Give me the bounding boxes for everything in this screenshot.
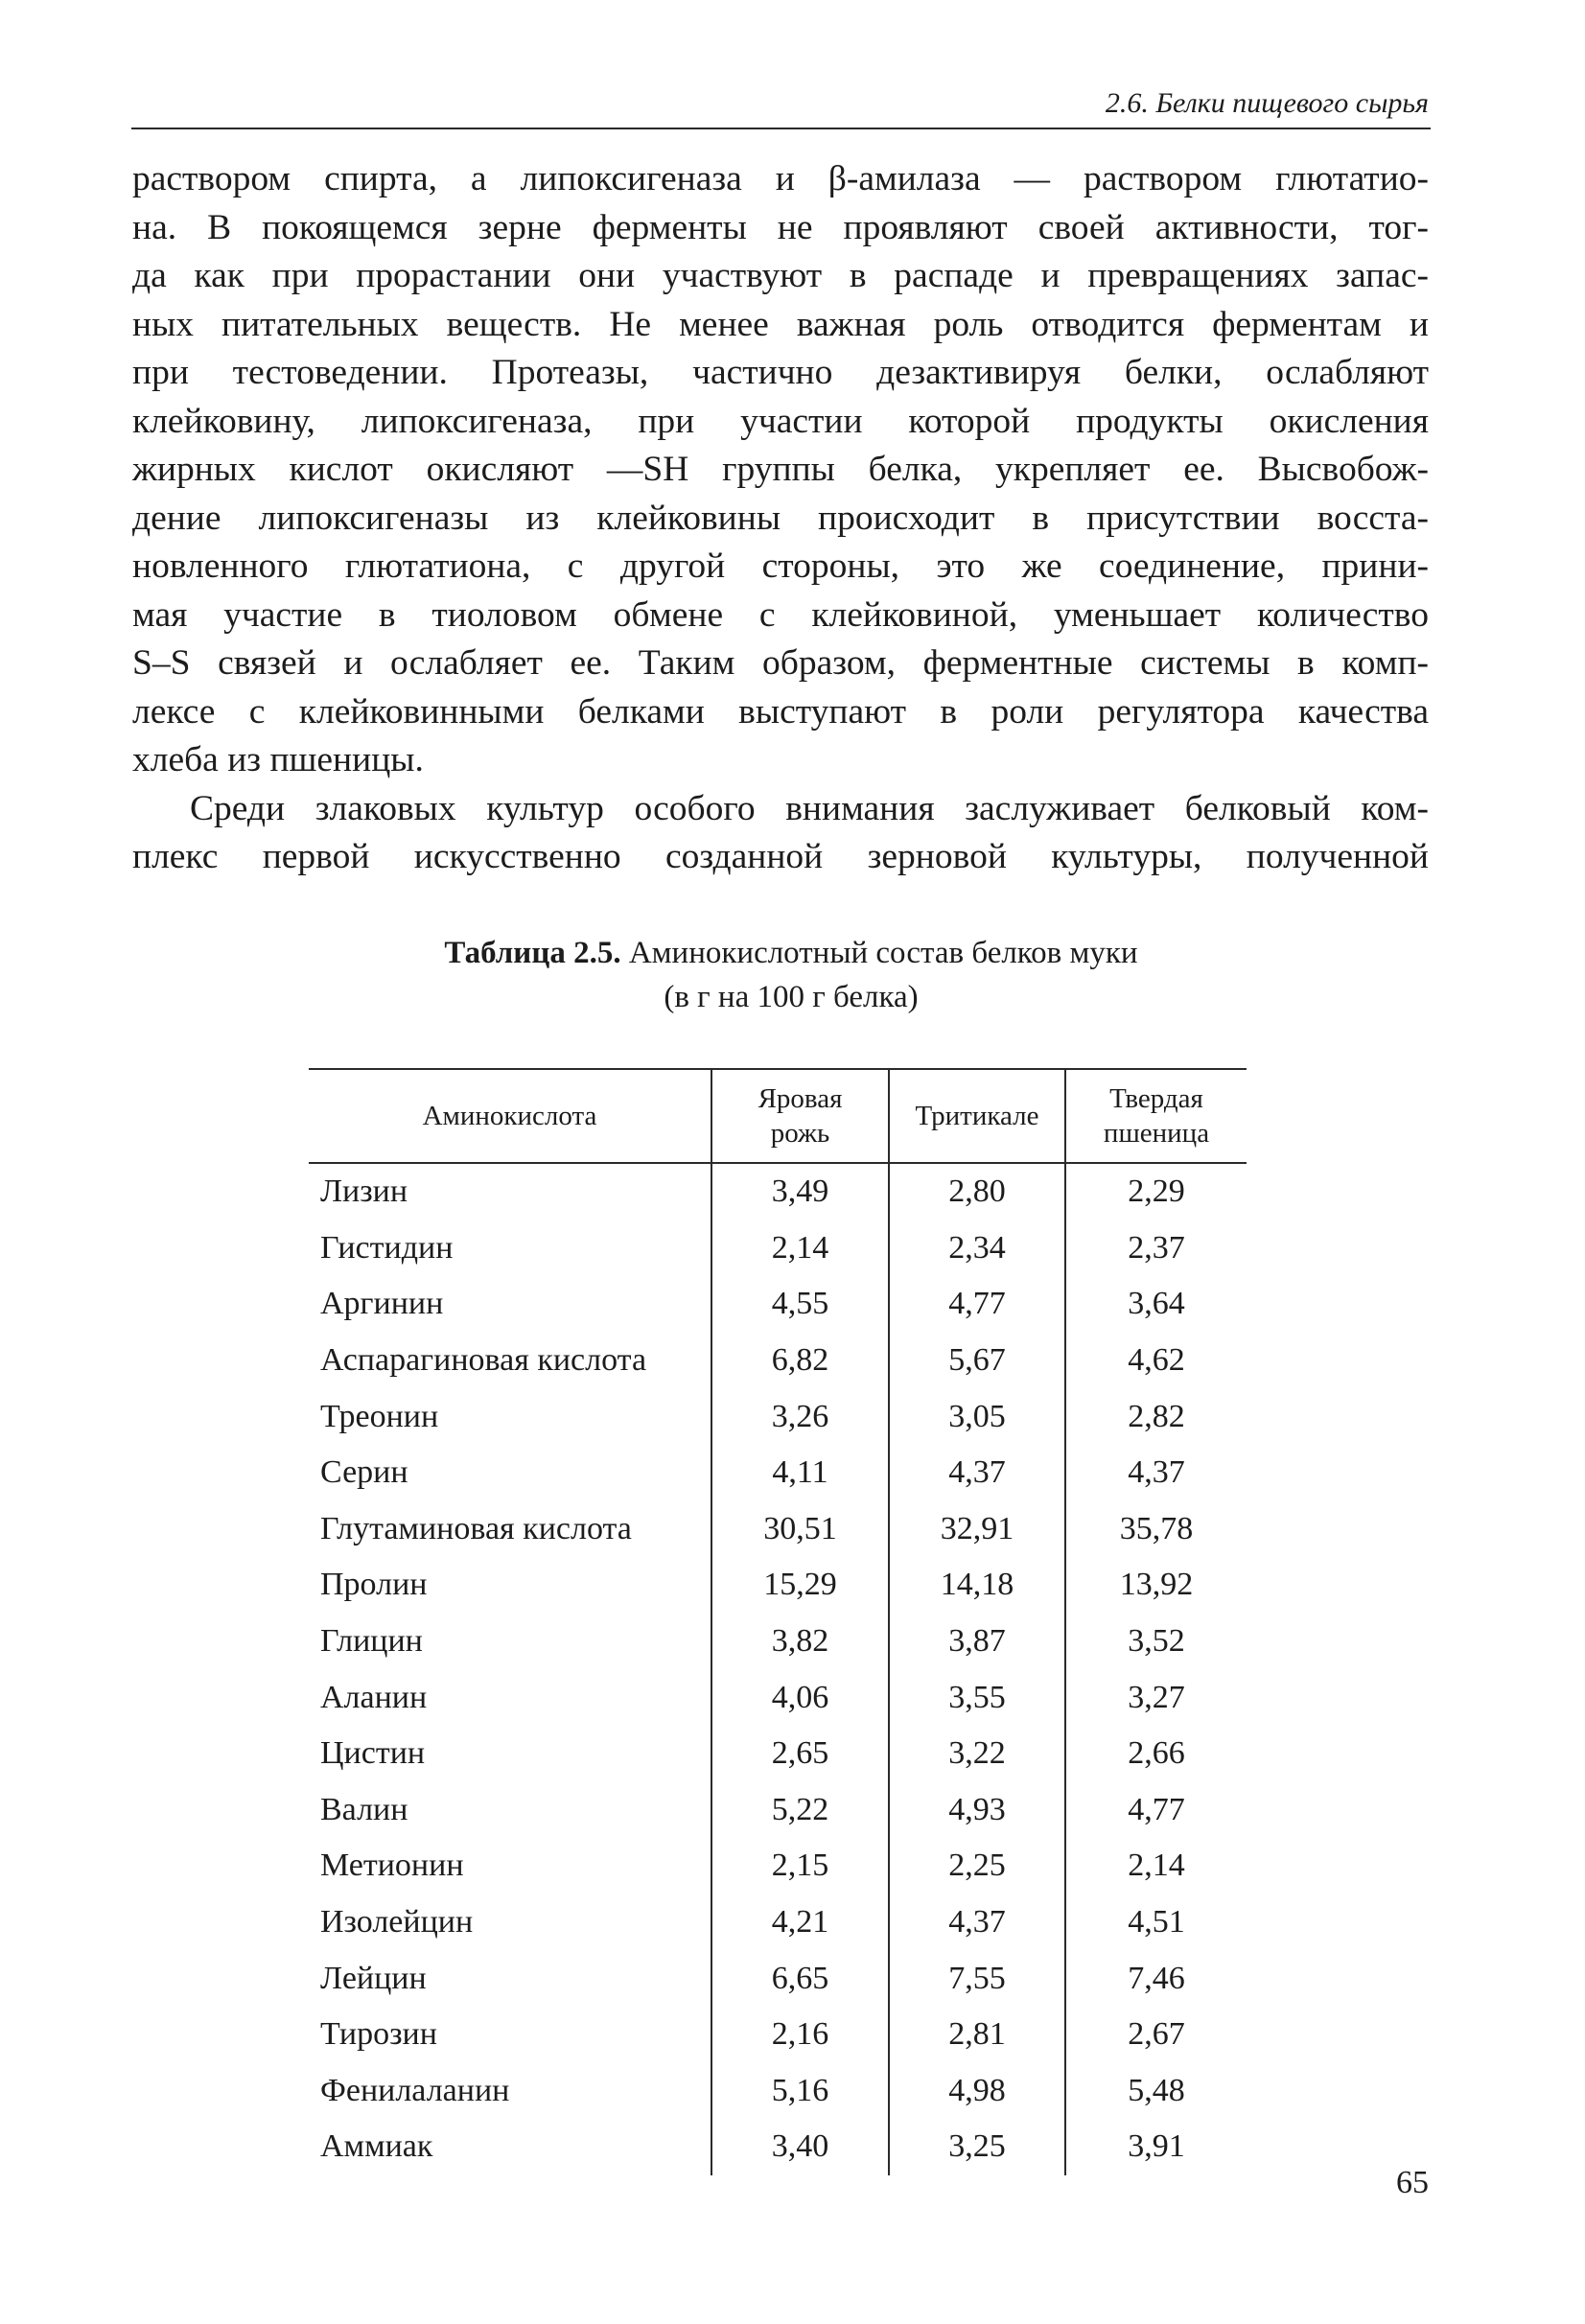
table-row — [309, 1220, 1247, 1277]
table-row — [309, 1669, 1247, 1726]
rye-value: 2,16 — [711, 2007, 889, 2063]
header-text: рожь — [770, 1118, 830, 1149]
durum-value: 35,78 — [1065, 1501, 1247, 1558]
running-head: 2.6. Белки пищевого сырья — [1105, 87, 1429, 119]
durum-value: 7,46 — [1065, 1950, 1247, 2007]
rye-value: 3,26 — [711, 1388, 889, 1445]
amino-acid-name: Изолейцин — [320, 1904, 474, 1941]
body-line: да как при прорастании они участвуют в распаде и превращениях запас- — [132, 256, 1429, 295]
rye-value: 6,65 — [711, 1950, 889, 2007]
durum-value: 2,14 — [1065, 1838, 1247, 1894]
amino-acid-name: Глутаминовая кислота — [320, 1510, 632, 1546]
table-row — [309, 1726, 1247, 1782]
page-number: 65 — [1396, 2165, 1429, 2200]
amino-acid-name: Пролин — [320, 1567, 428, 1603]
table-caption — [288, 931, 1294, 1019]
triticale-value: 32,91 — [889, 1501, 1065, 1558]
triticale-value: 2,34 — [889, 1220, 1065, 1277]
header-text: Твердая — [1109, 1083, 1203, 1114]
amino-acid-name: Треонин — [320, 1398, 439, 1434]
durum-value: 4,77 — [1065, 1782, 1247, 1839]
rye-value: 30,51 — [711, 1501, 889, 1558]
amino-acid-name: Аспарагиновая кислота — [320, 1342, 647, 1379]
body-line: лексе с клейковинными белками выступают в роли регулятора качества — [132, 691, 1429, 732]
body-line: плекс первой искусственно созданной зерновой культуры, полученной — [132, 837, 1429, 876]
header-spring-rye — [711, 1069, 889, 1163]
header-text: пшеница — [1103, 1118, 1210, 1149]
triticale-value: 4,93 — [889, 1782, 1065, 1839]
triticale-value: 3,22 — [889, 1726, 1065, 1782]
durum-value: 2,82 — [1065, 1388, 1247, 1445]
body-line: клейковину, липоксигеназа, при участии которой продукты окисления — [132, 401, 1429, 441]
amino-acid-name: Метионин — [320, 1848, 464, 1884]
rye-value: 5,22 — [711, 1782, 889, 1839]
header-triticale: Тритикале — [889, 1069, 1065, 1163]
table-row — [309, 1276, 1247, 1333]
triticale-value: 2,80 — [889, 1163, 1065, 1220]
table-row — [309, 1388, 1247, 1445]
body-line: новленного глютатиона, с другой стороны, это же соединение, прини- — [132, 546, 1429, 586]
rye-value: 2,14 — [711, 1220, 889, 1277]
table-row — [309, 1333, 1247, 1389]
rye-value: 5,16 — [711, 2063, 889, 2120]
table-row — [309, 1614, 1247, 1670]
body-line: ных питательных веществ. Не менее важная роль отводится ферментам и — [132, 304, 1429, 344]
table-row — [309, 1163, 1247, 1220]
table-row — [309, 1950, 1247, 2007]
table-row — [309, 1782, 1247, 1839]
rye-value: 4,06 — [711, 1669, 889, 1726]
table-header-row — [309, 1069, 1247, 1163]
triticale-value: 3,25 — [889, 2119, 1065, 2175]
triticale-value: 3,55 — [889, 1669, 1065, 1726]
amino-acid-name: Аммиак — [320, 2128, 433, 2165]
rye-value: 2,15 — [711, 1838, 889, 1894]
body-line: раствором спирта, а липоксигеназа и β-амилаза — раствором глютатио- — [132, 159, 1429, 198]
durum-value: 3,91 — [1065, 2119, 1247, 2175]
amino-acid-name: Аланин — [320, 1679, 428, 1715]
durum-value: 4,51 — [1065, 1894, 1247, 1951]
triticale-value: 3,87 — [889, 1614, 1065, 1670]
caption-units: (в г на 100 г белка) — [664, 980, 919, 1014]
caption-title-line — [288, 931, 1294, 975]
rye-value: 2,65 — [711, 1726, 889, 1782]
durum-value: 13,92 — [1065, 1557, 1247, 1614]
triticale-value: 4,37 — [889, 1894, 1065, 1951]
body-line: при тестоведении. Протеазы, частично дезактивируя белки, ослабляют — [132, 353, 1429, 392]
amino-acid-name: Цистин — [320, 1735, 426, 1772]
body-text — [132, 155, 1429, 882]
amino-acid-name: Тирозин — [320, 2016, 437, 2053]
amino-acid-name: Лейцин — [320, 1960, 427, 1996]
amino-acid-name: Валин — [320, 1791, 408, 1827]
table-row — [309, 1557, 1247, 1614]
amino-acid-name: Серин — [320, 1454, 408, 1491]
rye-value: 6,82 — [711, 1333, 889, 1389]
amino-acid-name: Глицин — [320, 1623, 423, 1660]
table-row — [309, 2119, 1247, 2175]
header-amino-acid: Аминокислота — [309, 1069, 711, 1163]
triticale-value: 2,25 — [889, 1838, 1065, 1894]
table-row — [309, 1894, 1247, 1951]
rye-value: 3,49 — [711, 1163, 889, 1220]
durum-value: 2,66 — [1065, 1726, 1247, 1782]
durum-value: 3,64 — [1065, 1276, 1247, 1333]
body-line: жирных кислот окисляют —SH группы белка, укрепляет ее. Высвобож- — [132, 450, 1429, 489]
durum-value: 3,27 — [1065, 1669, 1247, 1726]
durum-value: 4,37 — [1065, 1445, 1247, 1501]
header-text: Яровая — [758, 1083, 843, 1114]
triticale-value: 7,55 — [889, 1950, 1065, 2007]
body-line: мая участие в тиоловом обмене с клейковиной, уменьшает количество — [132, 594, 1429, 635]
body-line: S–S связей и ослабляет ее. Таким образом, ферментные системы в комп- — [132, 643, 1429, 683]
amino-acid-name: Аргинин — [320, 1286, 444, 1322]
header-rule — [131, 128, 1431, 129]
rye-value: 4,11 — [711, 1445, 889, 1501]
body-line: на. В покоящемся зерне ферменты не проявляют своей активности, тог- — [132, 207, 1429, 247]
body-line: дение липоксигеназы из клейковины происходит в присутствии восста- — [132, 498, 1429, 538]
table-row — [309, 1838, 1247, 1894]
triticale-value: 2,81 — [889, 2007, 1065, 2063]
triticale-value: 4,77 — [889, 1276, 1065, 1333]
durum-value: 3,52 — [1065, 1614, 1247, 1670]
durum-value: 2,29 — [1065, 1163, 1247, 1220]
triticale-value: 14,18 — [889, 1557, 1065, 1614]
amino-acid-name: Фенилаланин — [320, 2072, 510, 2108]
triticale-value: 4,37 — [889, 1445, 1065, 1501]
table-row — [309, 1501, 1247, 1558]
table-row — [309, 1445, 1247, 1501]
triticale-value: 5,67 — [889, 1333, 1065, 1389]
amino-acid-name: Гистидин — [320, 1229, 454, 1266]
triticale-value: 3,05 — [889, 1388, 1065, 1445]
rye-value: 3,82 — [711, 1614, 889, 1670]
table-row — [309, 2007, 1247, 2063]
header-durum-wheat — [1065, 1069, 1247, 1163]
durum-value: 2,37 — [1065, 1220, 1247, 1277]
rye-value: 4,55 — [711, 1276, 889, 1333]
rye-value: 3,40 — [711, 2119, 889, 2175]
amino-acid-name: Лизин — [320, 1174, 408, 1210]
rye-value: 15,29 — [711, 1557, 889, 1614]
amino-acid-table — [309, 1068, 1247, 2175]
caption-title: Аминокислотный состав белков муки — [628, 936, 1138, 970]
table-row — [309, 2063, 1247, 2120]
caption-label: Таблица 2.5. — [444, 936, 621, 970]
triticale-value: 4,98 — [889, 2063, 1065, 2120]
durum-value: 5,48 — [1065, 2063, 1247, 2120]
body-line: хлеба из пшеницы. — [132, 740, 424, 779]
body-line: Среди злаковых культур особого внимания заслуживает белковый ком- — [190, 788, 1429, 828]
durum-value: 4,62 — [1065, 1333, 1247, 1389]
durum-value: 2,67 — [1065, 2007, 1247, 2063]
rye-value: 4,21 — [711, 1894, 889, 1951]
